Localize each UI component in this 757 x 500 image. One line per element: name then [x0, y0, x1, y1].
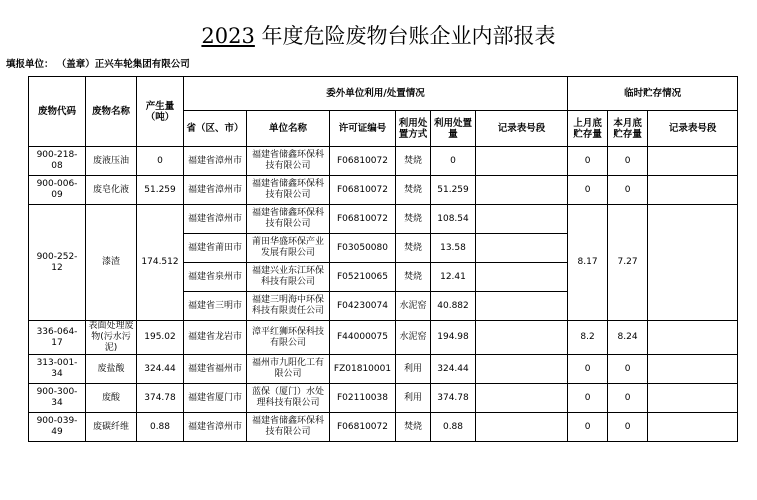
disposal-method: 焚烧: [396, 413, 431, 442]
company-name: 福建省储鑫环保科技有限公司: [247, 176, 330, 205]
waste-name: 废盐酸: [86, 355, 137, 384]
waste-name: 废碳纤维: [86, 413, 137, 442]
last-month-stock: 0: [568, 176, 608, 205]
record-range: [476, 413, 568, 442]
header-waste-name: 废物名称: [86, 77, 137, 147]
company-name: 莆田华盛环保产业发展有限公司: [247, 234, 330, 263]
table-row: [29, 384, 738, 413]
disposal-amount: 13.58: [431, 234, 476, 263]
license-number: F06810072: [330, 176, 396, 205]
record-range: [476, 263, 568, 292]
generated-amount: 174.512: [137, 205, 184, 321]
province: 福建省泉州市: [184, 263, 247, 292]
disposal-amount: 324.44: [431, 355, 476, 384]
province: 福建省福州市: [184, 355, 247, 384]
disposal-method: 焚烧: [396, 263, 431, 292]
disposal-method: 焚烧: [396, 147, 431, 176]
this-month-stock: 8.24: [608, 321, 648, 355]
province: 福建省漳州市: [184, 176, 247, 205]
header-license: 许可证编号: [330, 111, 396, 147]
generated-amount: 374.78: [137, 384, 184, 413]
waste-name: 废液压油: [86, 147, 137, 176]
waste-code: 900-252-12: [29, 205, 86, 321]
table-row: [29, 355, 738, 384]
waste-code: 900-006-09: [29, 176, 86, 205]
table-row: [29, 321, 738, 355]
this-month-stock: 0: [608, 384, 648, 413]
storage-record-range: [648, 413, 738, 442]
table-row: [29, 147, 738, 176]
license-number: F06810072: [330, 147, 396, 176]
header-method: 利用处置方式: [396, 111, 431, 147]
disposal-method: 水泥窑: [396, 321, 431, 355]
disposal-method: 焚烧: [396, 176, 431, 205]
license-number: F06810072: [330, 413, 396, 442]
disposal-amount: 0: [431, 147, 476, 176]
storage-record-range: [648, 321, 738, 355]
company-name: 福建三明海中环保科技有限责任公司: [247, 292, 330, 321]
header-storage-group: 临时贮存情况: [568, 77, 738, 111]
company-name: 漳平红狮环保科技有限公司: [247, 321, 330, 355]
company-name: 福建省储鑫环保科技有限公司: [247, 147, 330, 176]
record-range: [476, 384, 568, 413]
header-company: 单位名称: [247, 111, 330, 147]
generated-amount: 0: [137, 147, 184, 176]
header-amount: 利用处置量: [431, 111, 476, 147]
report-title: [0, 20, 757, 50]
report-year: 2023: [201, 24, 255, 48]
generated-amount: 0.88: [137, 413, 184, 442]
license-number: F05210065: [330, 263, 396, 292]
waste-name: 废皂化液: [86, 176, 137, 205]
province: 福建省莆田市: [184, 234, 247, 263]
province: 福建省漳州市: [184, 147, 247, 176]
last-month-stock: 8.2: [568, 321, 608, 355]
company-name: 蓝保（厦门）水处理科技有限公司: [247, 384, 330, 413]
waste-code: 900-039-49: [29, 413, 86, 442]
last-month-stock: 0: [568, 384, 608, 413]
record-range: [476, 147, 568, 176]
header-storage-record-range: 记录表号段: [648, 111, 738, 147]
report-title-text: 年度危险废物台账企业内部报表: [254, 24, 556, 48]
table-row: [29, 176, 738, 205]
this-month-stock: 0: [608, 413, 648, 442]
record-range: [476, 176, 568, 205]
table-row: [29, 413, 738, 442]
last-month-stock: 0: [568, 147, 608, 176]
waste-name: 表面处理废物(污水污泥): [86, 321, 137, 355]
disposal-amount: 51.259: [431, 176, 476, 205]
record-range: [476, 321, 568, 355]
waste-code: 313-001-34: [29, 355, 86, 384]
record-range: [476, 205, 568, 234]
disposal-method: 利用: [396, 384, 431, 413]
disposal-amount: 12.41: [431, 263, 476, 292]
license-number: F02110038: [330, 384, 396, 413]
disposal-amount: 374.78: [431, 384, 476, 413]
disposal-method: 焚烧: [396, 205, 431, 234]
waste-name: 废酸: [86, 384, 137, 413]
this-month-stock: 0: [608, 147, 648, 176]
province: 福建省龙岩市: [184, 321, 247, 355]
header-outsourced-group: 委外单位利用/处置情况: [184, 77, 568, 111]
license-number: F03050080: [330, 234, 396, 263]
header-this-month-stock: 本月底贮存量: [608, 111, 648, 147]
company-name: 福州市九阳化工有限公司: [247, 355, 330, 384]
waste-name: 漆渣: [86, 205, 137, 321]
record-range: [476, 234, 568, 263]
storage-record-range: [648, 384, 738, 413]
province: 福建省漳州市: [184, 205, 247, 234]
this-month-stock: 0: [608, 355, 648, 384]
disposal-method: 焚烧: [396, 234, 431, 263]
license-number: F06810072: [330, 205, 396, 234]
waste-code: 900-300-34: [29, 384, 86, 413]
company-name: 福建省储鑫环保科技有限公司: [247, 413, 330, 442]
disposal-amount: 0.88: [431, 413, 476, 442]
storage-record-range: [648, 176, 738, 205]
storage-record-range: [648, 355, 738, 384]
waste-code: 900-218-08: [29, 147, 86, 176]
header-record-range: 记录表号段: [476, 111, 568, 147]
disposal-method: 利用: [396, 355, 431, 384]
this-month-stock: 7.27: [608, 205, 648, 321]
reporting-unit: 填报单位： （盖章）正兴车轮集团有限公司: [6, 59, 190, 70]
license-number: F44000075: [330, 321, 396, 355]
header-generated: 产生量（吨）: [137, 77, 184, 147]
disposal-amount: 40.882: [431, 292, 476, 321]
header-waste-code: 废物代码: [29, 77, 86, 147]
generated-amount: 195.02: [137, 321, 184, 355]
last-month-stock: 0: [568, 355, 608, 384]
license-number: FZ01810001: [330, 355, 396, 384]
waste-code: 336-064-17: [29, 321, 86, 355]
generated-amount: 51.259: [137, 176, 184, 205]
province: 福建省三明市: [184, 292, 247, 321]
this-month-stock: 0: [608, 176, 648, 205]
generated-amount: 324.44: [137, 355, 184, 384]
province: 福建省漳州市: [184, 413, 247, 442]
header-province: 省（区、市）: [184, 111, 247, 147]
company-name: 福建省储鑫环保科技有限公司: [247, 205, 330, 234]
license-number: F04230074: [330, 292, 396, 321]
last-month-stock: 0: [568, 413, 608, 442]
record-range: [476, 292, 568, 321]
company-name: 福建兴业东江环保科技有限公司: [247, 263, 330, 292]
record-range: [476, 355, 568, 384]
disposal-method: 水泥窑: [396, 292, 431, 321]
province: 福建省厦门市: [184, 384, 247, 413]
table-row: [29, 205, 738, 234]
storage-record-range: [648, 147, 738, 176]
storage-record-range: [648, 205, 738, 321]
last-month-stock: 8.17: [568, 205, 608, 321]
waste-ledger-table: [28, 76, 738, 442]
header-last-month-stock: 上月底贮存量: [568, 111, 608, 147]
disposal-amount: 108.54: [431, 205, 476, 234]
disposal-amount: 194.98: [431, 321, 476, 355]
